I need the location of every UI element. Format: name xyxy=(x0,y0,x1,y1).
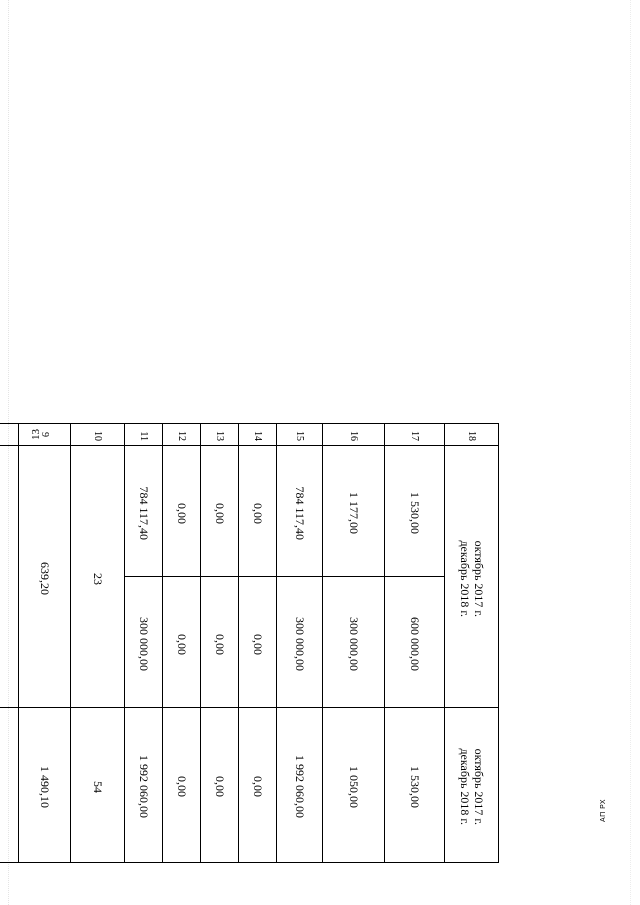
col-header-14-text: 14 xyxy=(252,431,264,442)
col-header-15 xyxy=(277,424,323,446)
value-cell xyxy=(385,446,445,577)
col-header-16 xyxy=(323,424,385,446)
period-start: октябрь 2017 г. xyxy=(472,540,487,617)
value-cell-text: 1 530,00 xyxy=(408,766,423,808)
col-header-13-text: 13 xyxy=(214,431,226,442)
period-end: декабрь 2018 г. xyxy=(458,748,473,826)
col-header-14 xyxy=(239,424,277,446)
archive-stamp: АП РХ xyxy=(600,798,607,822)
value-cell-text: 1 992 060,00 xyxy=(137,755,152,819)
col-header-12 xyxy=(163,424,201,446)
value-cell xyxy=(71,446,125,708)
value-cell xyxy=(201,446,239,577)
value-cell-text: 639,20 xyxy=(38,562,53,596)
col-header-18 xyxy=(445,424,499,446)
rotated-table-container xyxy=(0,431,499,863)
value-cell xyxy=(323,446,385,577)
value-cell-text: 23 xyxy=(91,572,106,585)
col-header-11 xyxy=(125,424,163,446)
value-cell xyxy=(125,446,163,577)
value-cell xyxy=(0,708,19,863)
value-cell xyxy=(385,708,445,863)
value-cell-text: 784 117,40 xyxy=(137,486,152,540)
value-cell xyxy=(163,446,201,577)
period-cell xyxy=(445,446,499,708)
col-header-17 xyxy=(385,424,445,446)
period-end: декабрь 2018 г. xyxy=(458,540,473,617)
value-cell-text: 300 000,00 xyxy=(137,617,152,672)
value-cell-text: 0,00 xyxy=(251,502,266,524)
repair-schedule-table xyxy=(0,423,499,863)
value-cell xyxy=(125,577,163,708)
col-header-9-text: 9 xyxy=(39,432,51,438)
value-cell xyxy=(19,708,71,863)
col-header-17-text: 17 xyxy=(409,431,421,442)
value-cell-text: 0,00 xyxy=(175,502,190,524)
value-cell xyxy=(277,577,323,708)
period-start: октябрь 2017 г. xyxy=(472,748,487,826)
scan-edge-right xyxy=(630,0,632,905)
value-cell-text: 54 xyxy=(91,781,106,793)
table-wrapper xyxy=(38,16,499,863)
value-cell-text: 0,00 xyxy=(213,502,228,524)
value-cell-text: 1 050,00 xyxy=(347,766,362,808)
col-header-15-text: 15 xyxy=(294,431,306,442)
value-cell xyxy=(277,708,323,863)
value-cell-text: 300 000,00 xyxy=(347,617,362,672)
value-cell xyxy=(385,577,445,708)
value-cell-text: 1 992 060,00 xyxy=(293,755,308,819)
col-header-10-text: 10 xyxy=(92,431,104,442)
period-cell xyxy=(445,708,499,863)
value-cell xyxy=(163,577,201,708)
value-cell xyxy=(201,577,239,708)
col-header-16-text: 16 xyxy=(348,431,360,442)
value-cell-text: 0,00 xyxy=(175,633,190,655)
value-cell-text: 600 000,00 xyxy=(408,617,423,672)
value-cell xyxy=(323,708,385,863)
value-cell xyxy=(239,446,277,577)
value-cell xyxy=(323,577,385,708)
value-cell xyxy=(201,708,239,863)
col-header-8 xyxy=(0,424,19,446)
value-cell-text: 0,00 xyxy=(213,633,228,655)
col-header-12-text: 12 xyxy=(176,431,188,442)
value-cell-text: 300 000,00 xyxy=(293,617,308,672)
value-cell-text: 0,00 xyxy=(251,776,266,798)
value-cell xyxy=(0,446,19,708)
value-cell xyxy=(163,708,201,863)
value-cell-text: 1 490,10 xyxy=(38,766,53,808)
value-cell-text: 1 177,00 xyxy=(347,492,362,535)
value-cell xyxy=(71,708,125,863)
value-cell-text: 784 117,40 xyxy=(293,486,308,540)
value-cell-text: 0,00 xyxy=(175,776,190,798)
header-row xyxy=(0,424,499,446)
page-number: 13 xyxy=(30,429,42,440)
value-cell xyxy=(239,708,277,863)
table-row xyxy=(0,577,499,708)
value-cell-text: 0,00 xyxy=(251,633,266,655)
col-header-18-text: 18 xyxy=(466,431,478,442)
col-header-10 xyxy=(71,424,125,446)
col-header-9 xyxy=(19,424,71,446)
value-cell-text: 1 530,00 xyxy=(408,492,423,535)
value-cell-text: 0,00 xyxy=(213,776,228,798)
col-header-11-text: 11 xyxy=(138,431,150,442)
table-row xyxy=(0,708,499,863)
value-cell xyxy=(239,577,277,708)
value-cell xyxy=(277,446,323,577)
col-header-13 xyxy=(201,424,239,446)
value-cell xyxy=(125,708,163,863)
value-cell xyxy=(19,446,71,708)
